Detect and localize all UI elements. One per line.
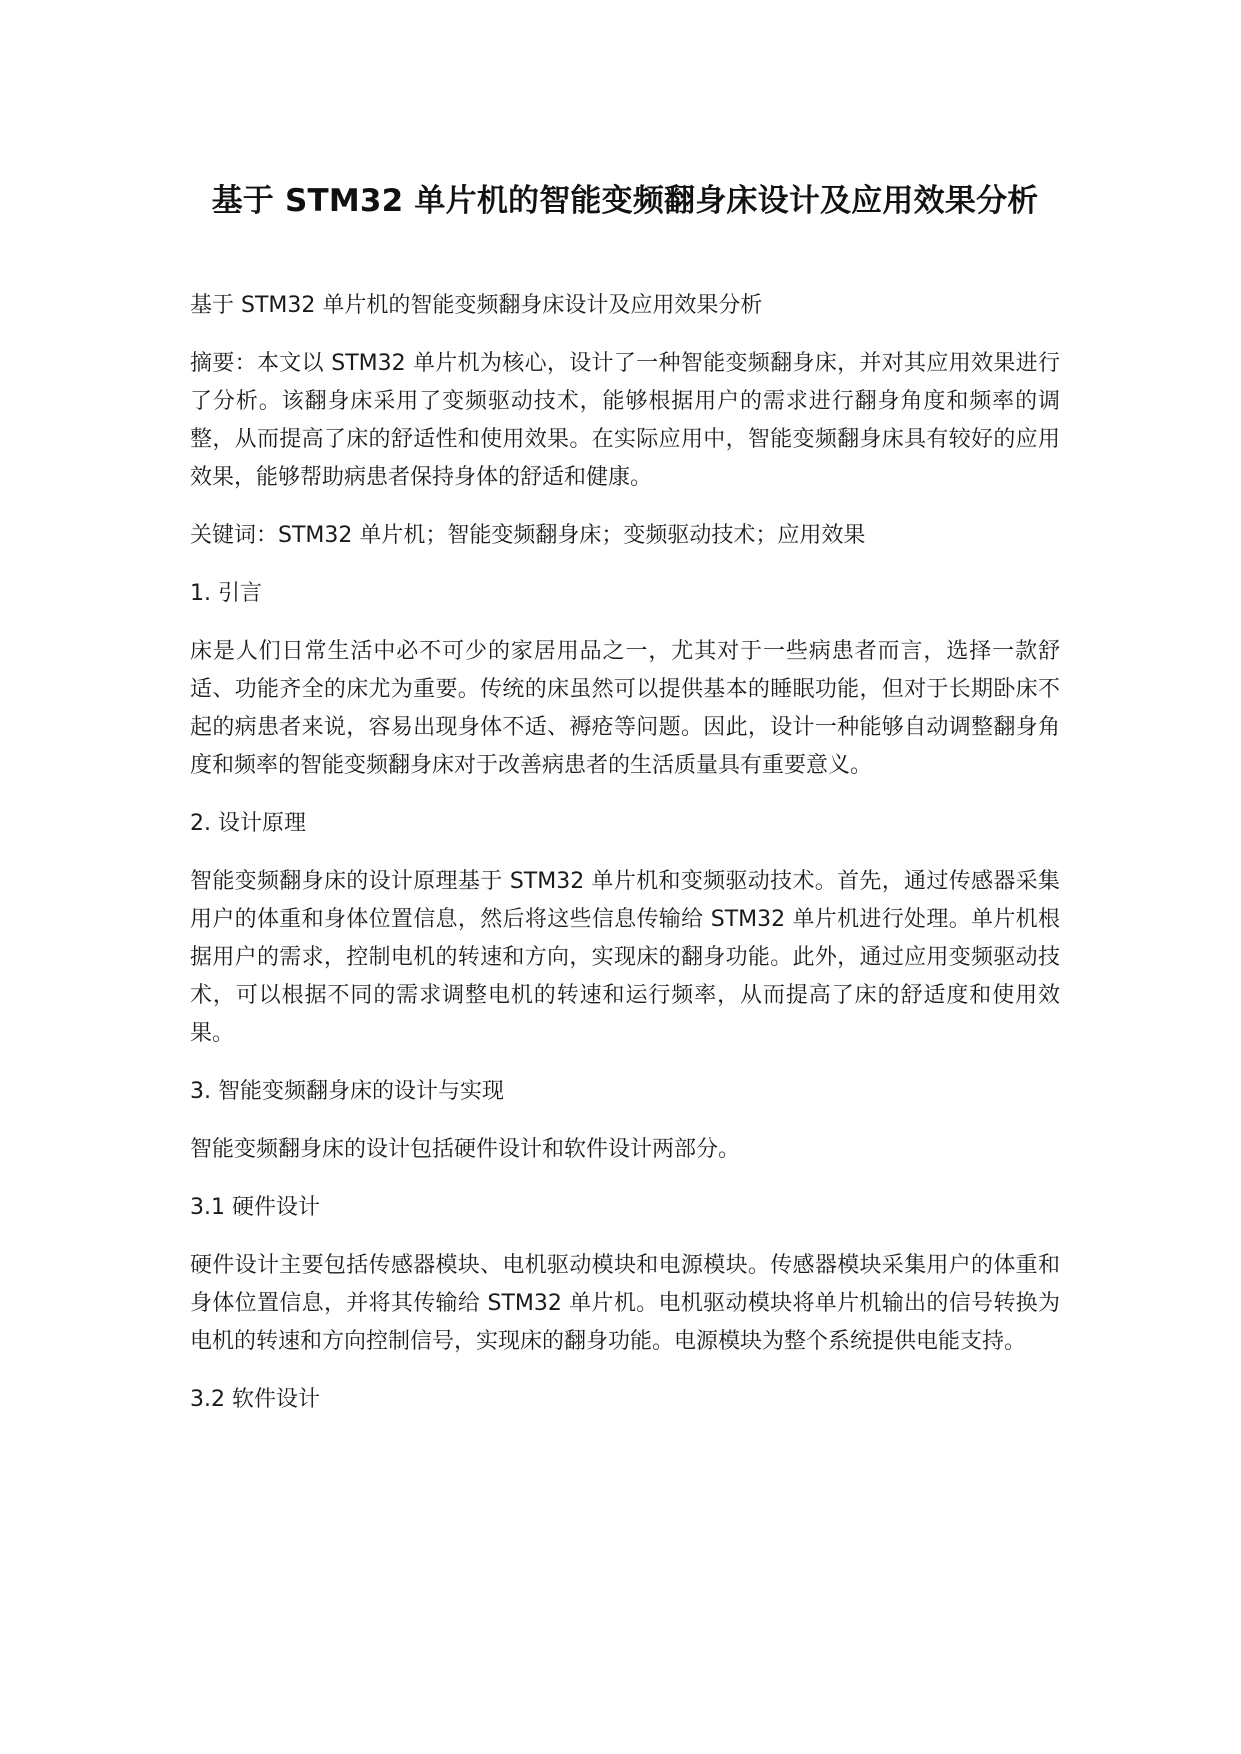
document-body xyxy=(190,170,1060,1439)
abstract-paragraph: 摘要：本文以 STM32 单片机为核心，设计了一种智能变频翻身床，并对其应用效果进行了分析。该翻身床采用了变频驱动技术，能够根据用户的需求进行翻身角度和频率的调整，从而提高了床的舒适性和使用效果。在实际应用中，智能变频翻身床具有较好的应用效果，能够帮助病患者保持身体的舒适和健康。 xyxy=(190,351,1060,490)
section-heading-design-principle: 2. 设计原理 xyxy=(190,811,306,836)
section-heading-introduction: 1. 引言 xyxy=(190,581,262,606)
design-principle-paragraph: 智能变频翻身床的设计原理基于 STM32 单片机和变频驱动技术。首先，通过传感器采集用户的体重和身体位置信息，然后将这些信息传输给 STM32 单片机进行处理。单片机根据用户的需求，控制电机的转速和方向，实现床的翻身功能。此外，通过应用变频驱动技术，可以根据不同的需求调整电机的转速和运行频率，从而提高了床的舒适度和使用效果。 xyxy=(190,869,1060,1046)
subsection-heading-hardware-design: 3.1 硬件设计 xyxy=(190,1195,320,1220)
document-subtitle: 基于 STM32 单片机的智能变频翻身床设计及应用效果分析 xyxy=(190,293,763,318)
design-implementation-paragraph: 智能变频翻身床的设计包括硬件设计和软件设计两部分。 xyxy=(190,1137,741,1162)
section-heading-design-implementation: 3. 智能变频翻身床的设计与实现 xyxy=(190,1079,504,1104)
keywords-line: 关键词：STM32 单片机；智能变频翻身床；变频驱动技术；应用效果 xyxy=(190,523,866,548)
document-title: 基于 STM32 单片机的智能变频翻身床设计及应用效果分析 xyxy=(211,183,1039,219)
subsection-heading-software-design: 3.2 软件设计 xyxy=(190,1387,320,1412)
introduction-paragraph: 床是人们日常生活中必不可少的家居用品之一，尤其对于一些病患者而言，选择一款舒适、功能齐全的床尤为重要。传统的床虽然可以提供基本的睡眠功能，但对于长期卧床不起的病患者来说，容易出现身体不适、褥疮等问题。因此，设计一种能够自动调整翻身角度和频率的智能变频翻身床对于改善病患者的生活质量具有重要意义。 xyxy=(190,639,1060,778)
hardware-design-paragraph: 硬件设计主要包括传感器模块、电机驱动模块和电源模块。传感器模块采集用户的体重和身体位置信息，并将其传输给 STM32 单片机。电机驱动模块将单片机输出的信号转换为电机的转速和方向控制信号，实现床的翻身功能。电源模块为整个系统提供电能支持。 xyxy=(190,1253,1060,1354)
